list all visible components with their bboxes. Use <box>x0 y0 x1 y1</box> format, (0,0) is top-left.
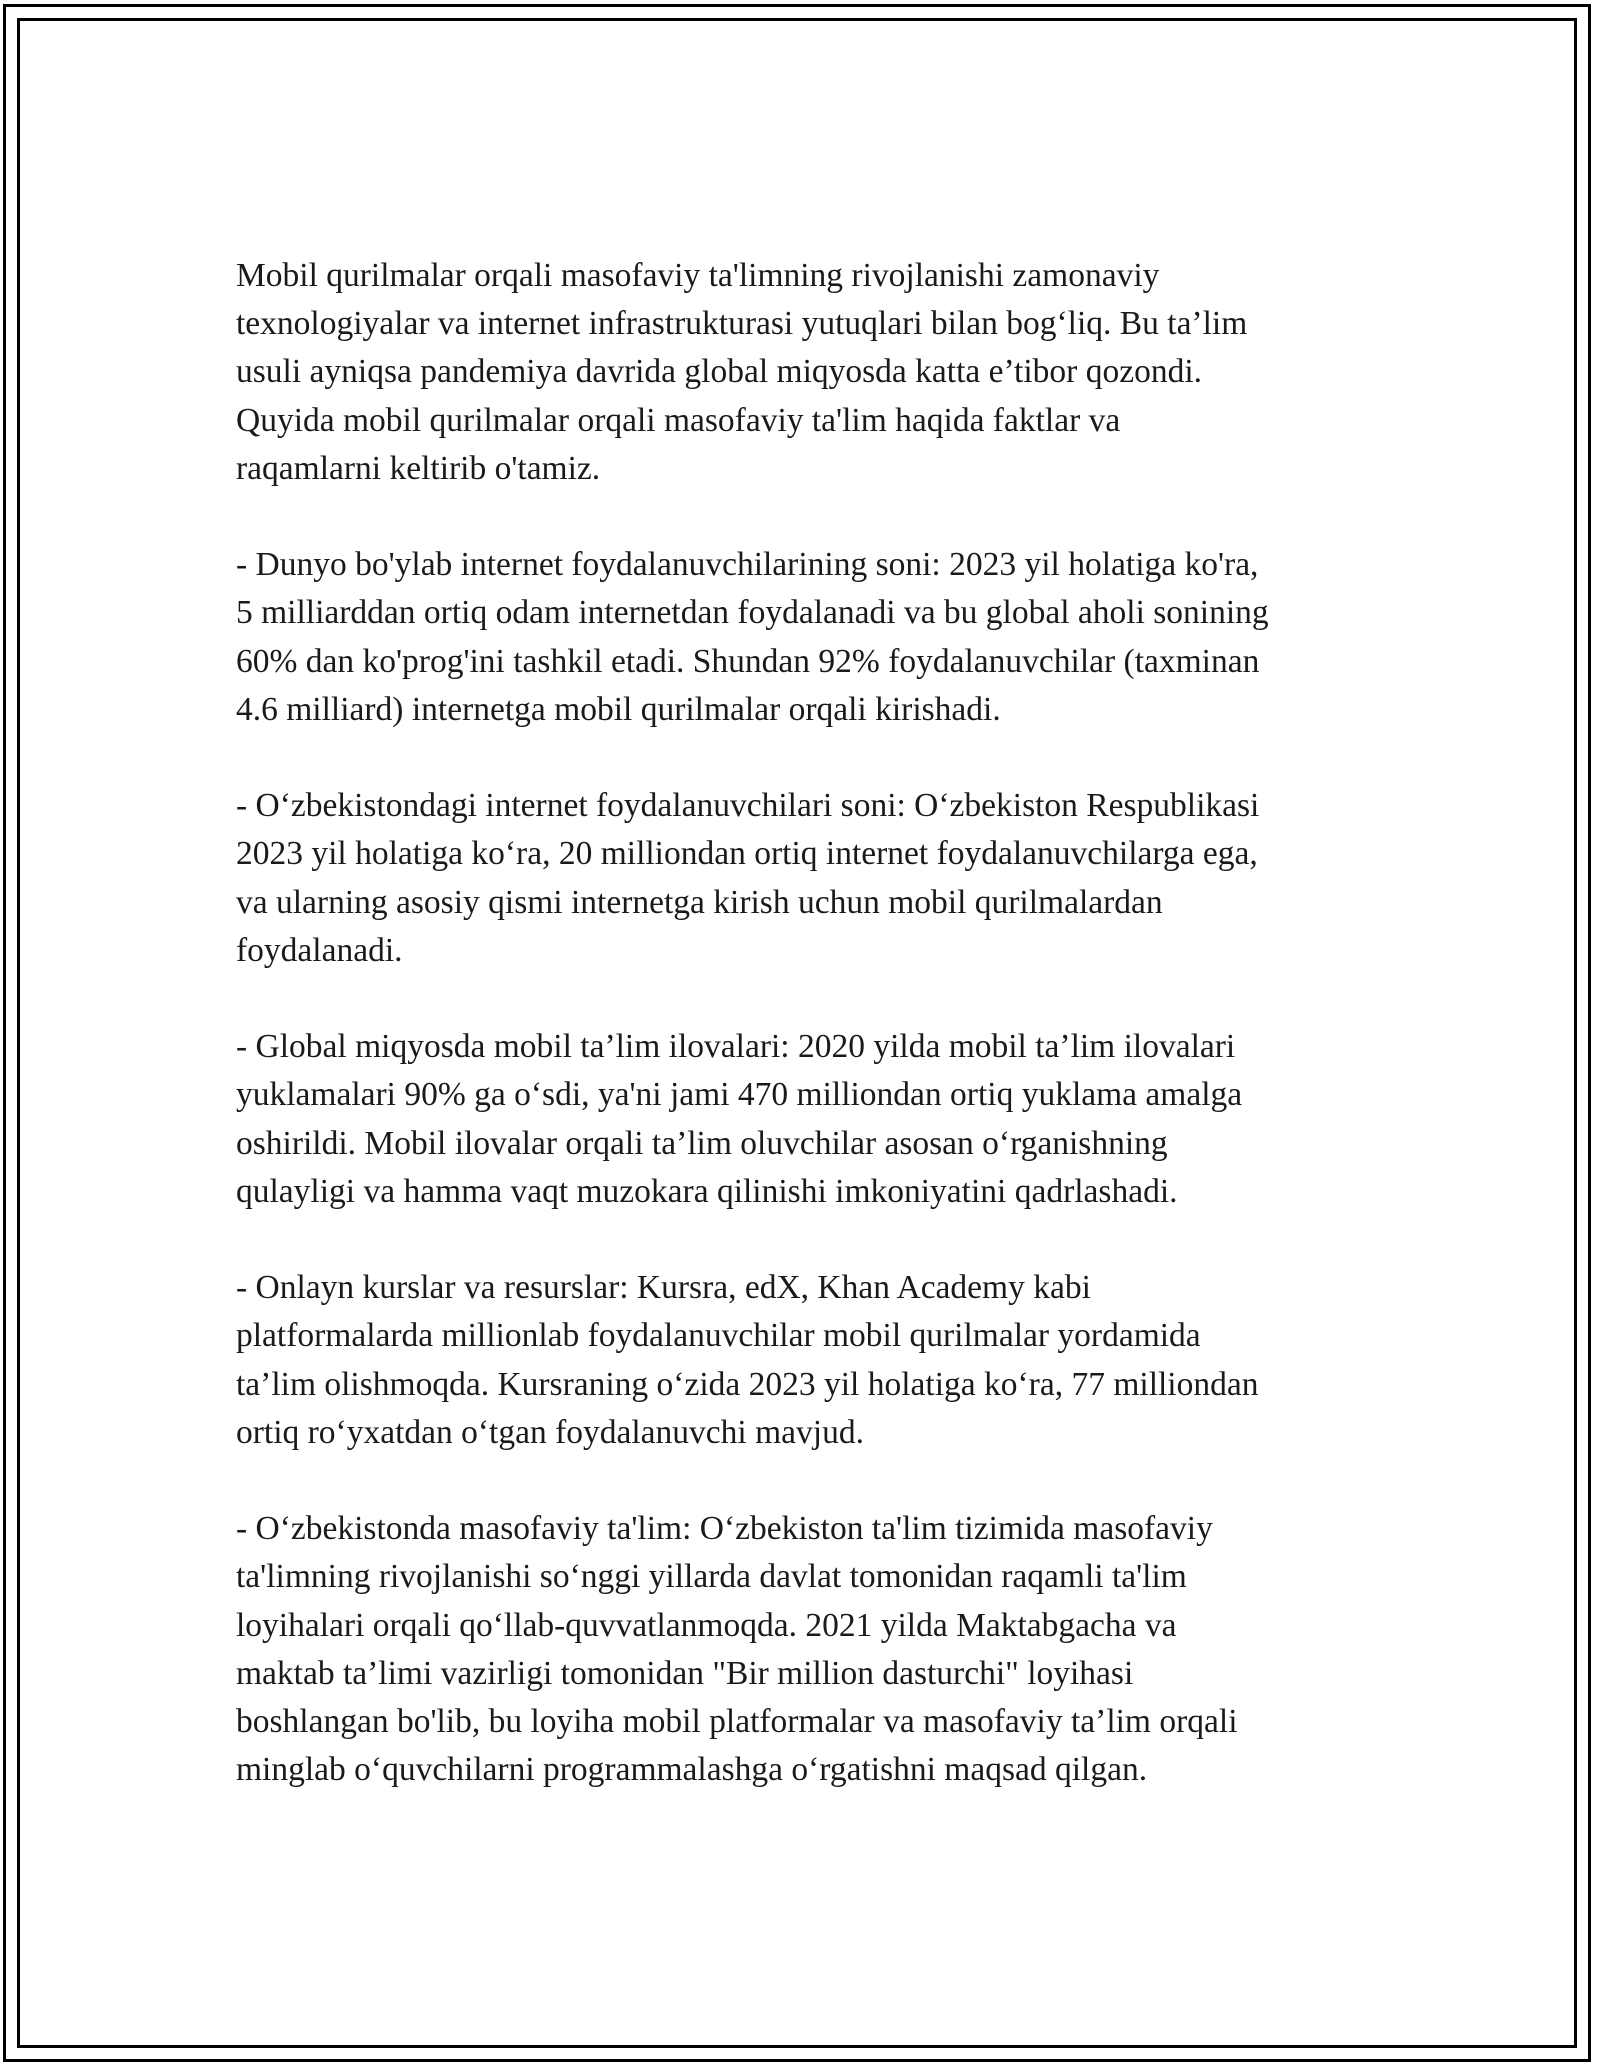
intro-paragraph: Mobil qurilmalar orqali masofaviy ta'limning rivojlanishi zamonaviy texnologiyalar va internet infrastrukturasi yutuqlari bilan bog‘liq. Bu ta’lim usuli ayniqsa pandemiya davrida global miqyosda katta e’tibor qozondi. Quyida mobil qurilmalar orqali masofaviy ta'lim haqida faktlar va raqamlarni keltirib o'tamiz. <box>236 257 1248 487</box>
paragraph-distance-learning-uzbekistan: - O‘zbekistonda masofaviy ta'lim: O‘zbekiston ta'lim tizimida masofaviy ta'limning rivojlanishi so‘nggi yillarda davlat tomonidan raqamli ta'lim loyihalari orqali qo‘llab-quvvatlanmoqda. 2021 yilda Maktabgacha va maktab ta’limi vazirligi tomonidan "Bir million dasturchi" loyihasi boshlangan bo'lib, bu loyiha mobil platformalar va masofaviy ta’lim orqali minglab o‘quvchilarni programmalashga o‘rgatishni maqsad qilgan. <box>236 1510 1238 1789</box>
paragraph-internet-users-world: - Dunyo bo'ylab internet foydalanuvchilarining soni: 2023 yil holatiga ko'ra, 5 milliarddan ortiq odam internetdan foydalanadi va bu global aholi sonining 60% dan ko'prog'ini tashkil etadi. Shundan 92% foydalanuvchilar (taxminan 4.6 milliard) internetga mobil qurilmalar orqali kirishadi. <box>236 546 1269 728</box>
paragraph-internet-users-uzbekistan: - O‘zbekistondagi internet foydalanuvchilari soni: O‘zbekiston Respublikasi 2023 yil holatiga ko‘ra, 20 milliondan ortiq internet foydalanuvchilarga ega, va ularning asosiy qismi internetga kirish uchun mobil qurilmalardan foydalanadi. <box>236 787 1260 969</box>
document-body <box>236 252 1386 1843</box>
paragraph-mobile-learning-apps: - Global miqyosda mobil ta’lim ilovalari: 2020 yilda mobil ta’lim ilovalari yuklamalari 90% ga o‘sdi, ya'ni jami 470 milliondan ortiq yuklama amalga oshirildi. Mobil ilovalar orqali ta’lim oluvchilar asosan o‘rganishning qulayligi va hamma vaqt muzokara qilinishi imkoniyatini qadrlashadi. <box>236 1028 1243 1210</box>
paragraph-online-courses: - Onlayn kurslar va resurslar: Kursra, edX, Khan Academy kabi platformalarda millionlab foydalanuvchilar mobil qurilmalar yordamida ta’lim olishmoqda. Kursraning o‘zida 2023 yil holatiga ko‘ra, 77 milliondan ortiq ro‘yxatdan o‘tgan foydalanuvchi mavjud. <box>236 1269 1259 1451</box>
